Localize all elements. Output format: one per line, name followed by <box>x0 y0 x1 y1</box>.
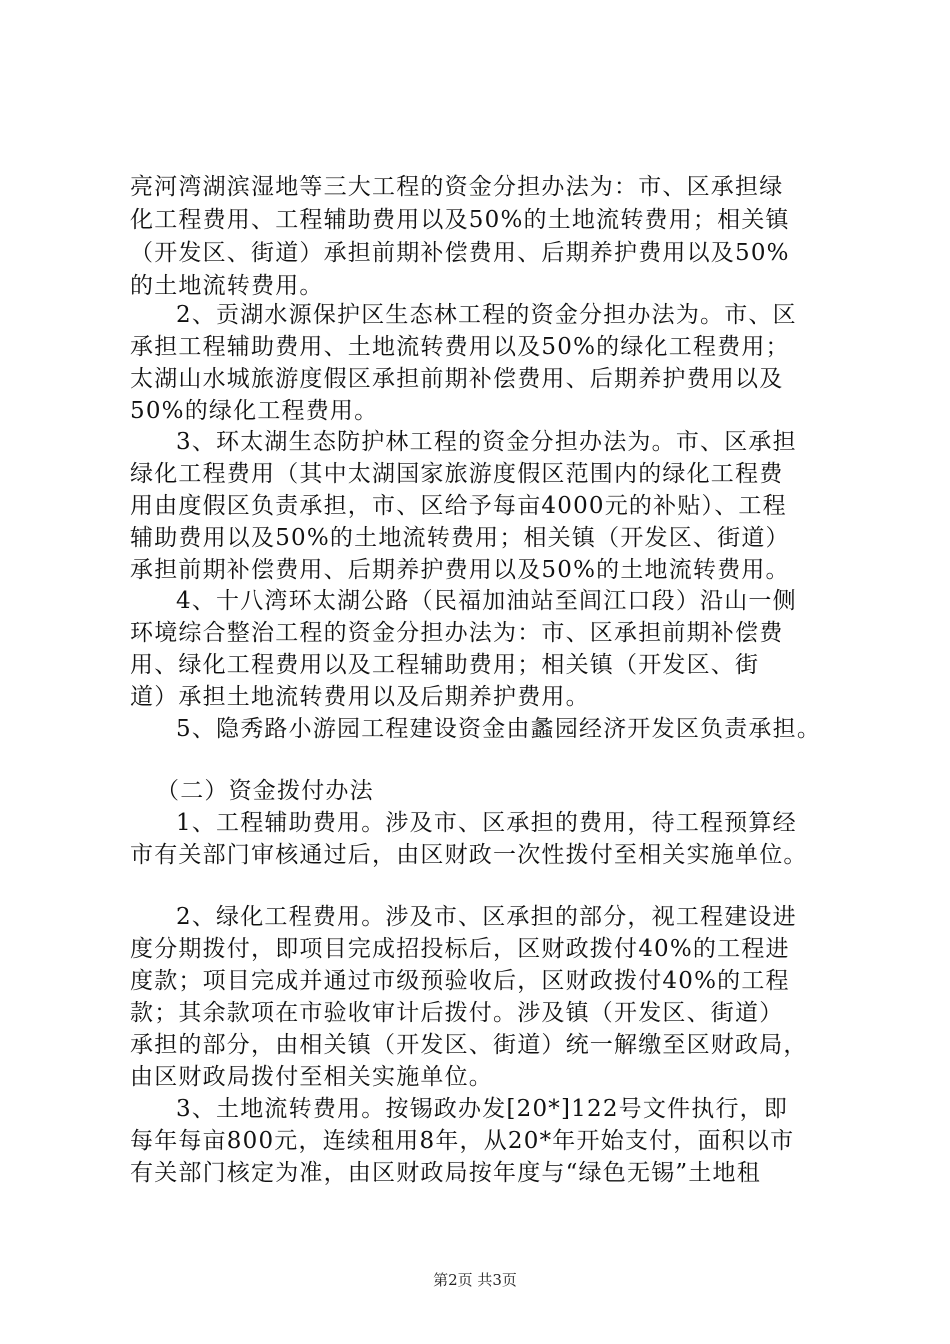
text-line: 市有关部门审核通过后，由区财政一次性拨付至相关实施单位。 <box>130 842 808 868</box>
text-line: 承担的部分，由相关镇（开发区、街道）统一解缴至区财政局， <box>130 1032 808 1058</box>
text-line: 款；其余款项在市验收审计后拨付。涉及镇（开发区、街道） <box>130 1000 784 1026</box>
text-line: 2、绿化工程费用。涉及市、区承担的部分，视工程建设进 <box>176 904 797 930</box>
text-line: 度款；项目完成并通过市级预验收后，区财政拨付40%的工程 <box>130 968 790 994</box>
text-line: 的土地流转费用。 <box>130 273 324 299</box>
text-line: 3、土地流转费用。按锡政办发[20*]122号文件执行，即 <box>176 1096 789 1122</box>
text-line: （开发区、街道）承担前期补偿费用、后期养护费用以及50% <box>130 240 790 266</box>
text-line: 50%的绿化工程费用。 <box>130 398 379 424</box>
text-line: 用、绿化工程费用以及工程辅助费用；相关镇（开发区、街 <box>130 652 760 678</box>
text-line: 用由度假区负责承担，市、区给予每亩4000元的补贴）、工程 <box>130 493 787 519</box>
text-line: 有关部门核定为准，由区财政局按年度与“绿色无锡”土地租 <box>130 1160 761 1186</box>
text-line: 承担工程辅助费用、土地流转费用以及50%的绿化工程费用； <box>130 334 790 360</box>
text-line: 4、十八湾环太湖公路（民福加油站至闾江口段）沿山一侧 <box>176 588 797 614</box>
text-line: 亮河湾湖滨湿地等三大工程的资金分担办法为：市、区承担绿 <box>130 174 784 200</box>
text-line: 辅助费用以及50%的土地流转费用；相关镇（开发区、街道） <box>130 525 790 551</box>
text-line: 由区财政局拨付至相关实施单位。 <box>130 1064 493 1090</box>
text-line: 太湖山水城旅游度假区承担前期补偿费用、后期养护费用以及 <box>130 366 784 392</box>
page-number-footer: 第2页 共3页 <box>433 1271 517 1289</box>
text-line: 1、工程辅助费用。涉及市、区承担的费用，待工程预算经 <box>176 810 797 836</box>
text-line: 道）承担土地流转费用以及后期养护费用。 <box>130 684 590 710</box>
text-line: 绿化工程费用（其中太湖国家旅游度假区范围内的绿化工程费 <box>130 461 784 487</box>
text-line: 2、贡湖水源保护区生态林工程的资金分担办法为。市、区 <box>176 302 797 328</box>
text-line: 3、环太湖生态防护林工程的资金分担办法为。市、区承担 <box>176 429 797 455</box>
text-line: 每年每亩800元，连续租用8年，从20*年开始支付，面积以市 <box>130 1128 795 1154</box>
text-line: 5、隐秀路小游园工程建设资金由蠡园经济开发区负责承担。 <box>176 716 822 742</box>
text-line: 化工程费用、工程辅助费用以及50%的土地流转费用；相关镇 <box>130 207 790 233</box>
text-line: 环境综合整治工程的资金分担办法为：市、区承担前期补偿费 <box>130 620 784 646</box>
text-line: 承担前期补偿费用、后期养护费用以及50%的土地流转费用。 <box>130 557 790 583</box>
text-line: 度分期拨付，即项目完成招投标后，区财政拨付40%的工程进 <box>130 936 790 962</box>
section-heading: （二）资金拨付办法 <box>156 778 374 804</box>
